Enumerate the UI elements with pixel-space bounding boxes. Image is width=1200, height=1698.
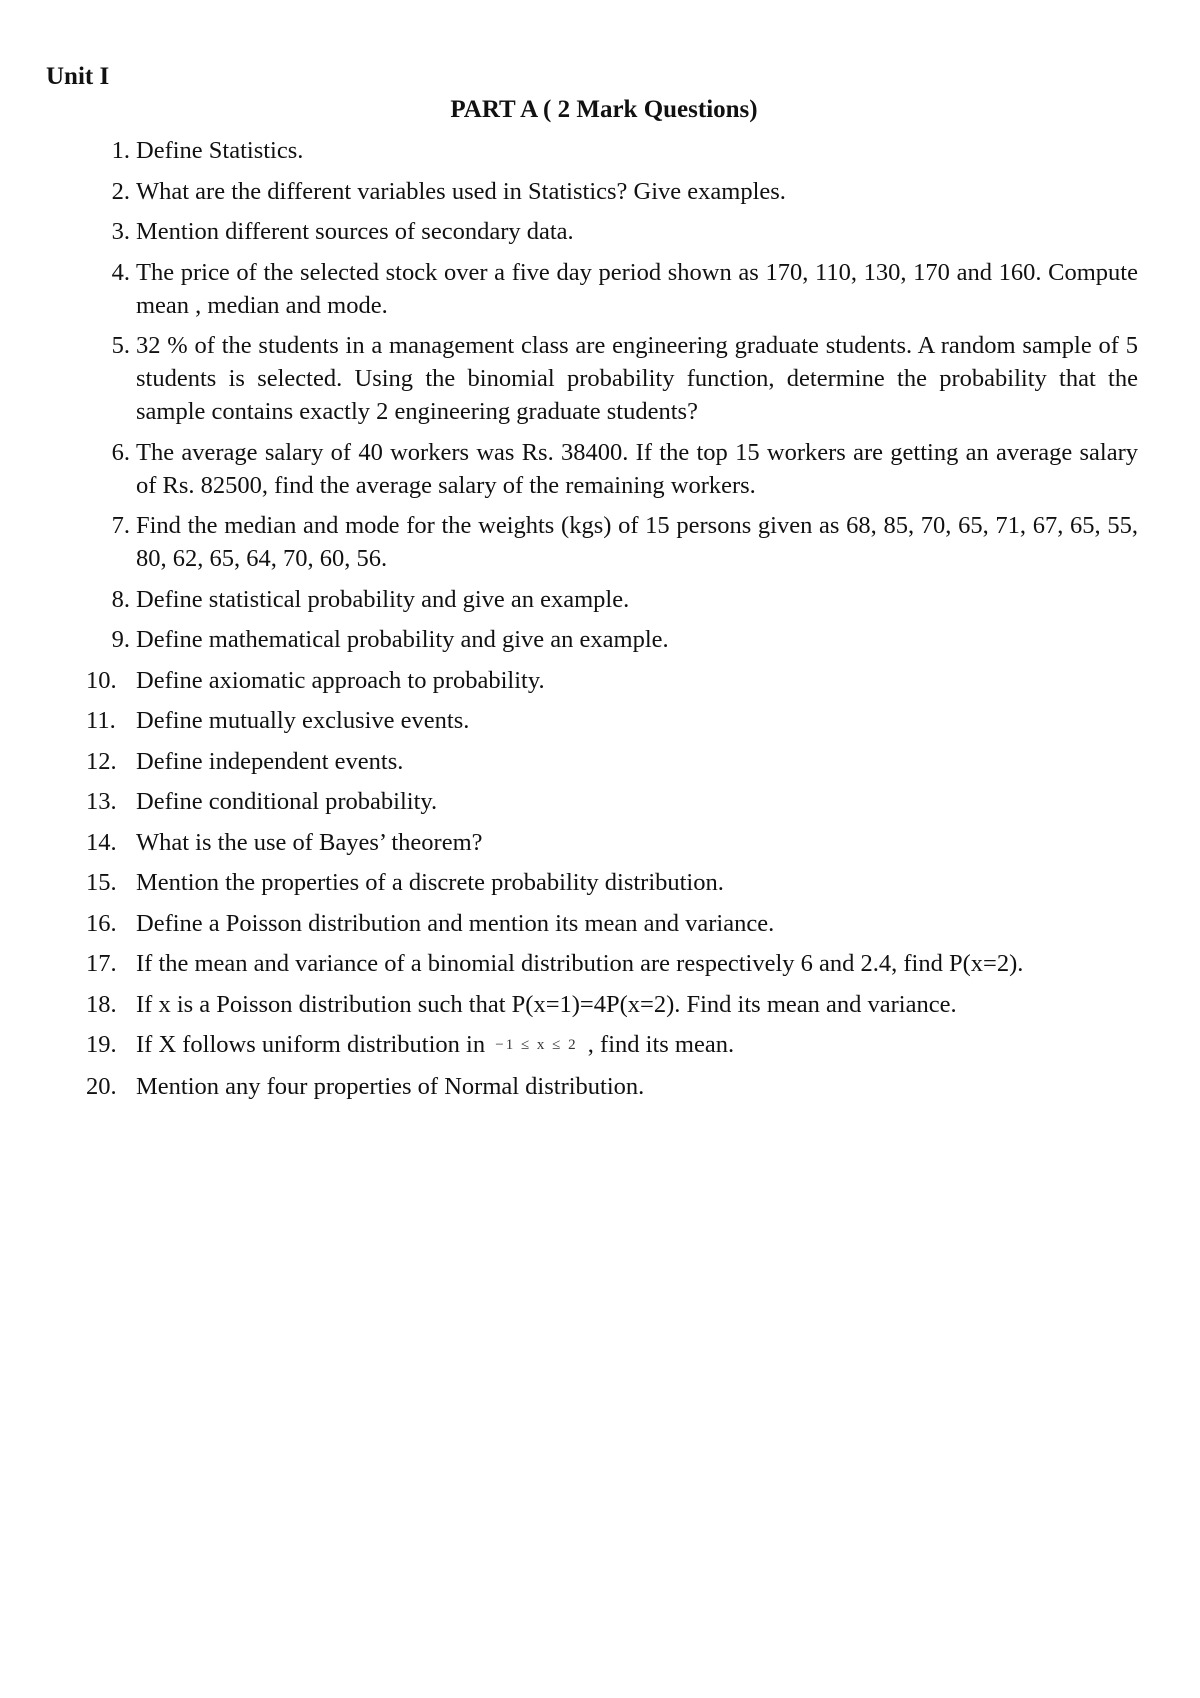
question-item bbox=[86, 947, 1138, 980]
unit-title: Unit I bbox=[46, 63, 110, 90]
question-number: 18. bbox=[86, 990, 117, 1018]
question-number: 3. bbox=[111, 218, 130, 245]
question-item bbox=[86, 704, 1138, 737]
question-item bbox=[86, 826, 1138, 859]
question-number: 7. bbox=[111, 512, 130, 539]
question-item bbox=[86, 745, 1138, 778]
question-text: Define Statistics. bbox=[136, 137, 304, 164]
question-number: 12. bbox=[86, 747, 117, 775]
question-number: 9. bbox=[111, 626, 130, 653]
question-number: 5. bbox=[111, 332, 130, 359]
question-item bbox=[86, 436, 1138, 502]
question-number: 14. bbox=[86, 828, 117, 856]
question-number: 20. bbox=[86, 1072, 117, 1100]
question-item bbox=[86, 134, 1138, 167]
question-text: Define independent events. bbox=[136, 747, 404, 775]
question-text: 32 % of the students in a management class are engineering graduate students. A random sample of 5 students is selected. Using the binomial probability function, determine the probability that the sample contains exactly 2 engineering graduate students? bbox=[136, 332, 1138, 425]
question-text: Define mutually exclusive events. bbox=[136, 707, 470, 734]
question-number: 6. bbox=[111, 438, 130, 466]
question-item bbox=[86, 215, 1138, 248]
question-number: 11. bbox=[86, 707, 116, 734]
question-number: 17. bbox=[86, 950, 117, 977]
question-number: 10. bbox=[86, 666, 117, 694]
question-text: What are the different variables used in Statistics? Give examples. bbox=[136, 177, 786, 205]
question-text: If x is a Poisson distribution such that P(x=1)=4P(x=2). Find its mean and variance. bbox=[136, 990, 957, 1018]
question-list bbox=[86, 134, 1138, 1110]
question-text: Define conditional probability. bbox=[136, 788, 438, 815]
question-item bbox=[86, 583, 1138, 616]
question-item bbox=[86, 1070, 1138, 1103]
math-expression: −1 ≤ x ≤ 2 bbox=[495, 1037, 578, 1053]
question-item bbox=[86, 623, 1138, 656]
question-item bbox=[86, 866, 1138, 899]
question-text: If the mean and variance of a binomial distribution are respectively 6 and 2.4, find P(x=2). bbox=[136, 950, 1024, 977]
question-text-after: , find its mean. bbox=[581, 1031, 735, 1058]
question-item bbox=[86, 988, 1138, 1021]
question-text: What is the use of Bayes’ theorem? bbox=[136, 828, 483, 856]
question-item bbox=[86, 256, 1138, 322]
question-text: Mention the properties of a discrete probability distribution. bbox=[136, 869, 724, 896]
question-text: Define mathematical probability and give an example. bbox=[136, 626, 669, 653]
question-number: 13. bbox=[86, 788, 117, 815]
question-text: Define statistical probability and give an example. bbox=[136, 585, 630, 613]
question-text-before: If X follows uniform distribution in bbox=[136, 1031, 492, 1058]
question-item bbox=[86, 509, 1138, 575]
question-item bbox=[86, 907, 1138, 940]
question-item bbox=[86, 329, 1138, 428]
question-number: 1. bbox=[111, 137, 130, 164]
question-text: The price of the selected stock over a five day period shown as 170, 110, 130, 170 and 160. Compute mean , median and mode. bbox=[136, 258, 1138, 319]
question-number: 8. bbox=[111, 585, 130, 613]
question-number: 16. bbox=[86, 909, 117, 937]
part-title: PART A ( 2 Mark Questions) bbox=[450, 96, 758, 123]
question-text: The average salary of 40 workers was Rs. 38400. If the top 15 workers are getting an average salary of Rs. 82500, find the average salary of the remaining workers. bbox=[136, 438, 1138, 499]
question-item bbox=[86, 664, 1138, 697]
question-item bbox=[86, 1028, 1138, 1062]
question-item bbox=[86, 785, 1138, 818]
question-number: 19. bbox=[86, 1031, 117, 1058]
question-text: Mention different sources of secondary data. bbox=[136, 218, 574, 245]
question-item bbox=[86, 175, 1138, 208]
question-text: Mention any four properties of Normal distribution. bbox=[136, 1072, 645, 1100]
question-text: Define a Poisson distribution and mention its mean and variance. bbox=[136, 909, 775, 937]
question-number: 15. bbox=[86, 869, 117, 896]
question-text: Find the median and mode for the weights (kgs) of 15 persons given as 68, 85, 70, 65, 71, 67, 65, 55, 80, 62, 65, 64, 70, 60, 56. bbox=[136, 512, 1138, 572]
question-text bbox=[130, 1028, 1138, 1062]
question-number: 2. bbox=[111, 177, 130, 205]
question-text: Define axiomatic approach to probability. bbox=[136, 666, 545, 694]
question-number: 4. bbox=[111, 258, 130, 286]
